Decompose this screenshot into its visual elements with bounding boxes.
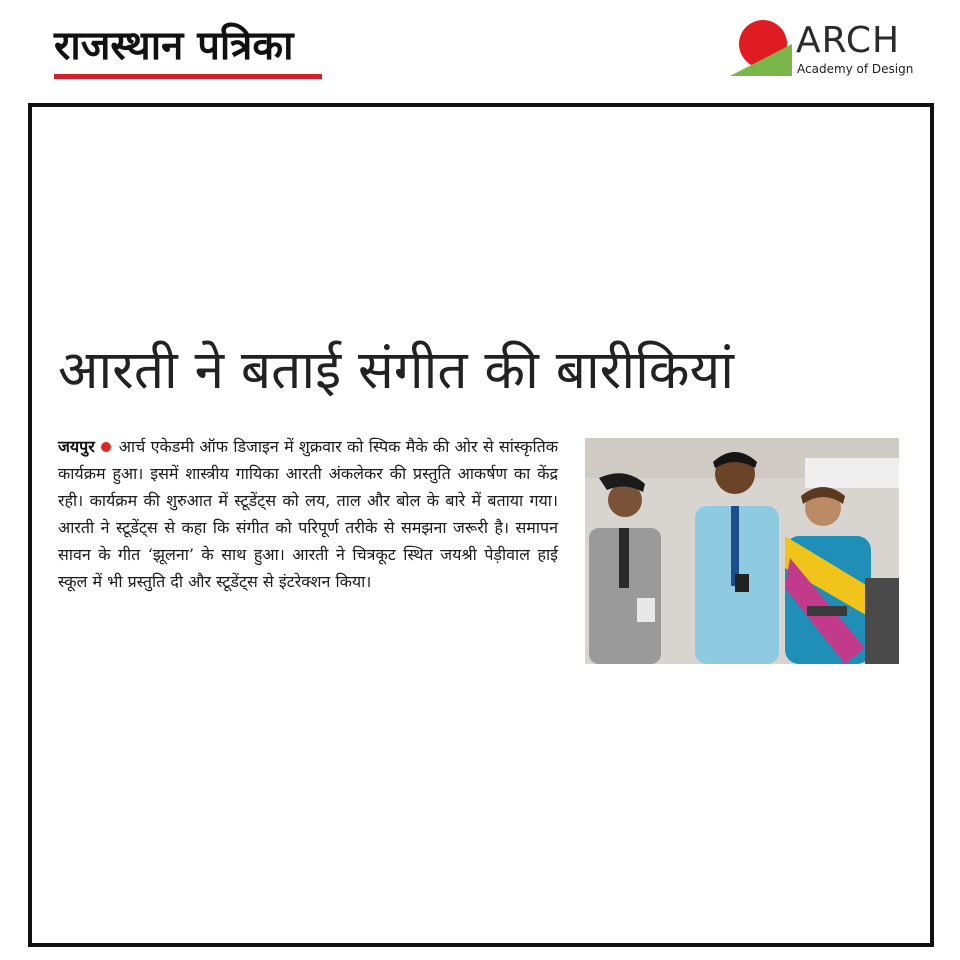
article-headline: आरती ने बताई संगीत की बारीकियां — [58, 340, 734, 401]
article-text: आर्च एकेडमी ऑफ डिजाइन में शुक्रवार को स्पिक मैके की ओर से सांस्कृतिक कार्यक्रम हुआ। इसमें शास्त्रीय गायिका आरती अंकलेकर की प्रस्तुति आकर्षण का केंद्र रही। कार्यक्रम की शुरुआत में स्टूडेंट्स को लय, ताल और बोल के बारे में बताया गया। आरती ने स्टूडेंट्स से कहा कि संगीत को परिपूर्ण तरीके से समझना जरूरी है। समापन सावन के गीत ‘झूलना’ के साथ हुआ। आरती ने चित्रकूट स्थित जयश्री पेड़ीवाल हाई स्कूल में भी प्रस्तुति दी और स्टूडेंट्स से इंटरेक्शन किया। — [58, 437, 558, 591]
red-dot-icon — [101, 442, 111, 452]
arch-logo-icon — [730, 16, 796, 80]
article-dateline: जयपुर — [58, 437, 95, 456]
article-body — [58, 433, 558, 595]
group-photo — [585, 438, 899, 664]
logo-subtitle: Academy of Design — [797, 62, 914, 76]
news-clipping-frame — [28, 103, 934, 947]
logo-wordmark: ARCH — [796, 20, 901, 61]
newspaper-masthead: राजस्थान पत्रिका — [54, 23, 294, 69]
arch-logo — [730, 16, 930, 80]
masthead-underline — [54, 74, 322, 79]
article-photo — [585, 438, 899, 664]
